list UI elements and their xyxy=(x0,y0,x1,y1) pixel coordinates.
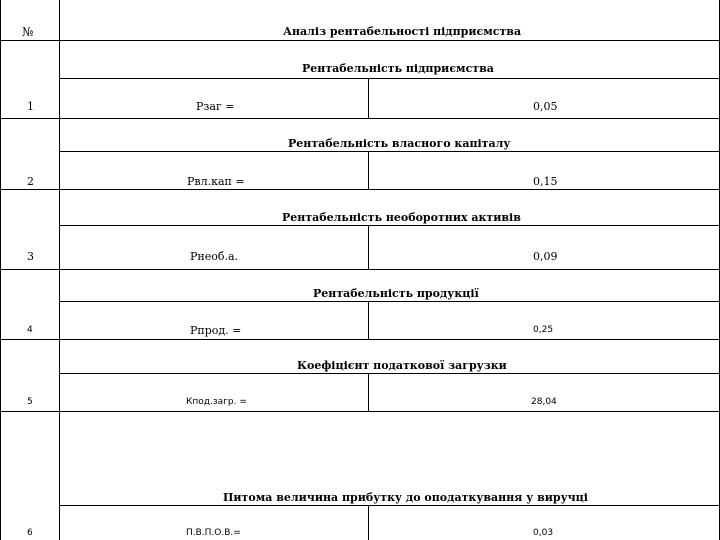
indicator-value: 28,04 xyxy=(531,397,557,407)
grid-line xyxy=(368,225,369,269)
grid-line xyxy=(0,339,720,340)
row-number: 3 xyxy=(27,250,34,263)
grid-line xyxy=(59,0,60,540)
grid-line xyxy=(59,225,720,226)
grid-line xyxy=(368,505,369,540)
row-heading: Коефіцієнт податкової загрузки xyxy=(297,359,507,372)
table-title: Аналіз рентабельності підприємства xyxy=(283,25,522,38)
grid-line xyxy=(0,189,720,190)
row-number: 2 xyxy=(27,175,34,188)
row-number: 5 xyxy=(27,397,33,407)
grid-line xyxy=(0,118,720,119)
grid-line xyxy=(59,301,720,302)
grid-line xyxy=(0,0,1,540)
indicator-value: 0,25 xyxy=(533,325,554,335)
indicator-value: 0,03 xyxy=(533,528,554,538)
indicator-label: Рпрод. = xyxy=(190,324,242,337)
grid-line xyxy=(368,373,369,411)
grid-line xyxy=(59,40,720,41)
row-heading: Рентабельність необоротних активів xyxy=(282,211,521,224)
grid-line xyxy=(368,301,369,339)
indicator-label: Рвл.кап = xyxy=(187,175,245,188)
indicator-label: Рзаг = xyxy=(196,100,235,113)
grid-line xyxy=(0,411,720,412)
grid-line xyxy=(0,40,60,41)
indicator-value: 0,09 xyxy=(533,250,558,263)
row-heading: Рентабельність продукції xyxy=(313,287,479,300)
row-number: 6 xyxy=(27,528,33,538)
indicator-label: Рнеоб.а. xyxy=(190,250,239,263)
indicator-label: Кпод.загр. = xyxy=(186,397,247,407)
row-heading: Рентабельність підприємства xyxy=(302,62,494,75)
row-number: 1 xyxy=(27,100,34,113)
indicator-label: П.В.П.О.В.= xyxy=(186,528,241,538)
indicator-value: 0,15 xyxy=(533,175,558,188)
grid-line xyxy=(59,78,720,79)
grid-line xyxy=(59,505,720,506)
row-heading: Питома величина прибутку до оподаткування у виручці xyxy=(223,491,588,504)
grid-line xyxy=(59,373,720,374)
grid-line xyxy=(368,151,369,189)
row-heading: Рентабельність власного капіталу xyxy=(288,137,511,150)
grid-line xyxy=(368,78,369,118)
indicator-value: 0,05 xyxy=(533,100,558,113)
grid-line xyxy=(0,269,720,270)
number-column-header: № xyxy=(22,25,34,39)
row-number: 4 xyxy=(27,325,33,335)
grid-line xyxy=(59,151,720,152)
